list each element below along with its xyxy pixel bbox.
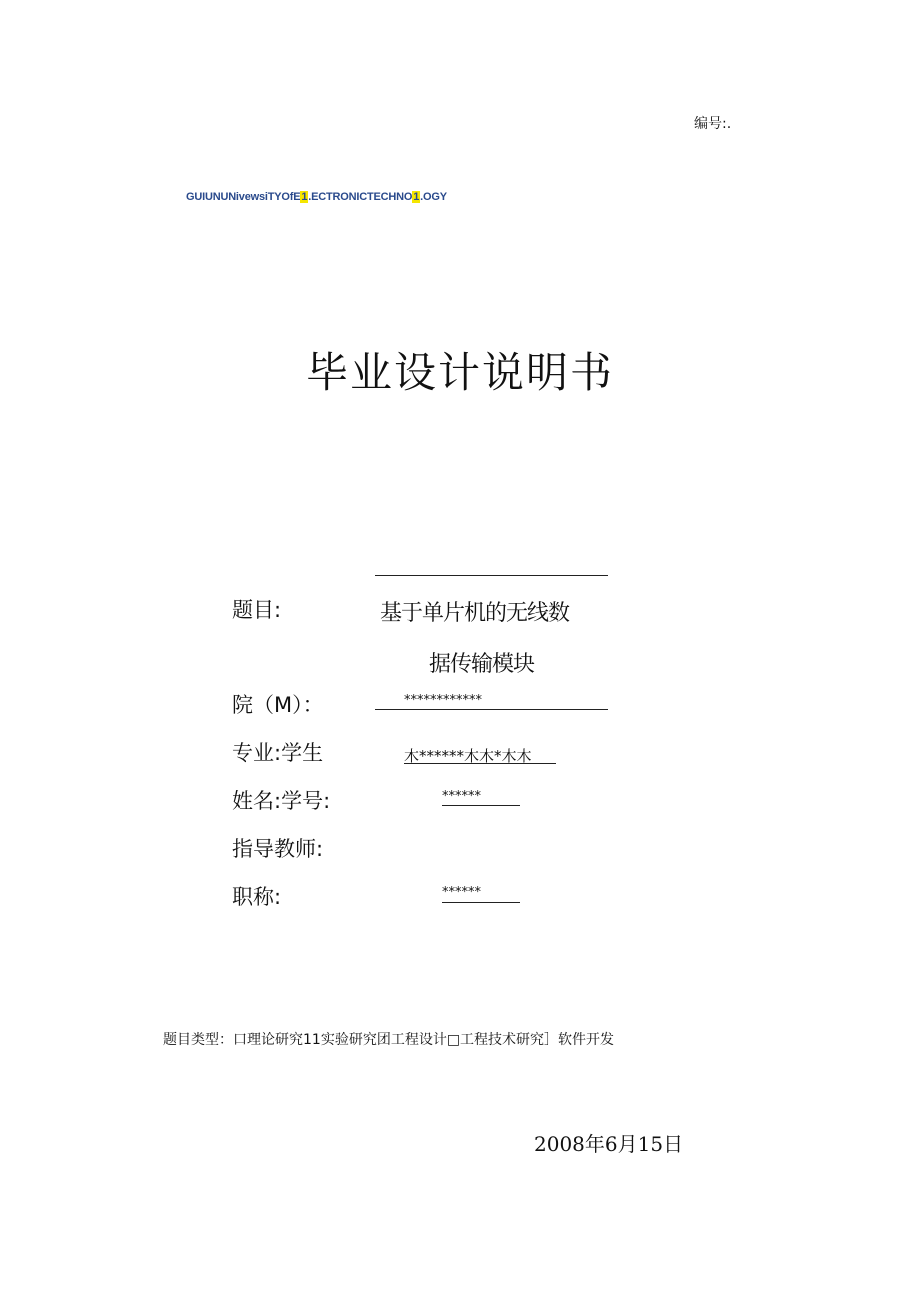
banner-text-2: .ECTRONICTECHNO [308, 191, 413, 203]
academic-title-value: ****** [442, 885, 481, 900]
date: 2008年6月15日 [534, 1132, 684, 1156]
name-rule [442, 805, 520, 806]
topic-types: 题目类型：口理论研究11实验研究团工程设计□工程技术研究］软件开发 [163, 1032, 615, 1048]
topic-top-rule [375, 575, 608, 576]
banner-text-3: .OGY [420, 191, 447, 203]
topic-label: 题目: [232, 598, 282, 622]
academic-title-label: 职称: [232, 885, 282, 909]
academic-title-rule [442, 902, 520, 903]
banner-highlight-2: 1 [413, 191, 420, 203]
topic-line-2: 据传输模块 [429, 652, 535, 677]
major-label: 专业:学生 [232, 741, 324, 765]
college-rule [375, 709, 608, 710]
serial-number-label: 编号:. [694, 116, 732, 132]
university-banner [186, 191, 447, 203]
major-value: 木******木木*木木 [404, 747, 532, 765]
topic-line-1: 基于单片机的无线数 [380, 601, 570, 626]
college-label: 院（M）： [232, 693, 324, 717]
banner-text-1: GUIUNUNivewsiTYOfE [186, 191, 301, 203]
banner-highlight-1: 1 [301, 191, 308, 203]
advisor-label: 指导教师: [232, 837, 324, 861]
document-title: 毕业设计说明书 [305, 348, 614, 397]
major-rule [404, 763, 556, 764]
college-value: ************ [404, 693, 482, 708]
name-label: 姓名:学号: [232, 789, 331, 813]
name-value: ****** [442, 789, 481, 804]
